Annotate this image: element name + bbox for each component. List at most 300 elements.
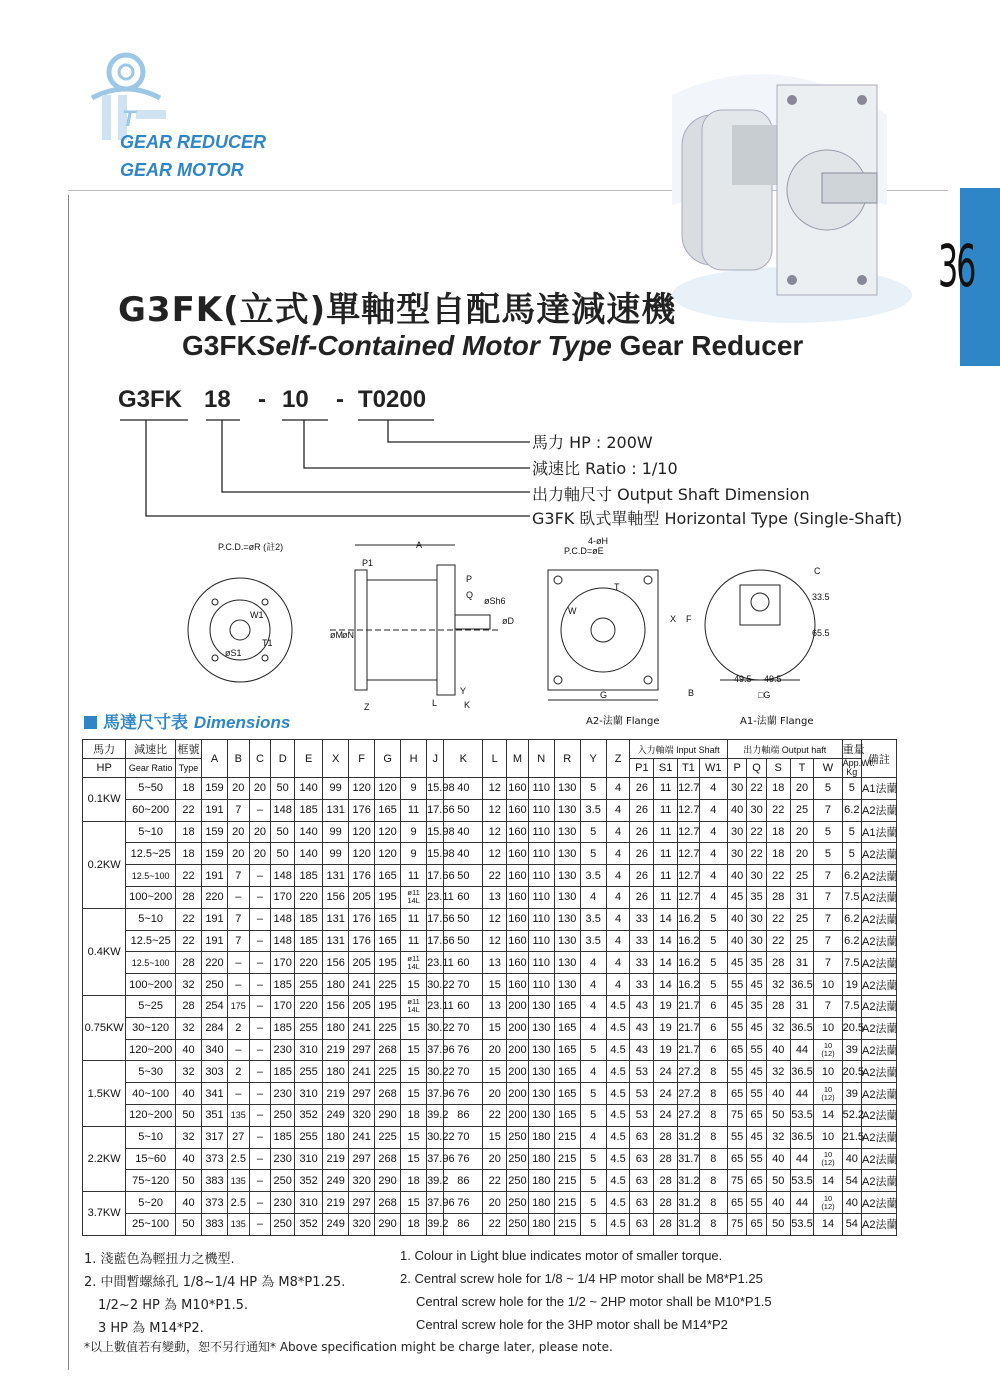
table-cell: 30	[747, 930, 766, 952]
table-cell: 120	[349, 778, 375, 800]
table-cell: 4	[699, 821, 727, 843]
drawing-label-h: 4-øH	[588, 536, 608, 546]
table-cell: 22	[483, 1104, 507, 1126]
table-cell: 12	[483, 821, 507, 843]
table-cell: 180	[323, 1126, 349, 1148]
drawing-label-l: L	[432, 698, 438, 708]
table-cell: 140	[295, 778, 323, 800]
table-cell: 11	[401, 865, 427, 887]
table-cell: 5~10	[126, 821, 176, 843]
th-col-h: H	[401, 740, 427, 778]
table-cell: 180	[323, 974, 349, 996]
title-english	[182, 330, 803, 362]
table-cell: 60~200	[126, 799, 176, 821]
table-cell: 131	[323, 799, 349, 821]
table-cell: 50	[444, 930, 483, 952]
table-cell: 24	[654, 1083, 678, 1105]
table-cell: 11	[401, 930, 427, 952]
table-cell: 7	[814, 995, 842, 1017]
table-cell: 12	[483, 908, 507, 930]
table-cell: 373	[202, 1192, 228, 1214]
table-cell: 21.5	[842, 1126, 861, 1148]
table-cell: 75	[727, 1213, 746, 1235]
table-cell: 28	[176, 886, 202, 908]
table-cell: 5	[580, 1104, 606, 1126]
table-cell: 14	[654, 930, 678, 952]
table-cell: 160	[507, 952, 529, 974]
table-cell: 44	[790, 1148, 814, 1170]
table-cell: 5	[580, 843, 606, 865]
table-cell: 54	[842, 1170, 861, 1192]
table-cell: 40	[444, 778, 483, 800]
table-cell: 7	[814, 799, 842, 821]
th-input-t1: T1	[678, 759, 700, 778]
table-cell: 120	[349, 843, 375, 865]
table-cell: 30	[727, 821, 746, 843]
table-cell: 12	[483, 799, 507, 821]
table-cell: 26	[630, 821, 654, 843]
legend-ratio: 減速比 Ratio : 1/10	[532, 459, 678, 478]
table-cell: 185	[295, 908, 323, 930]
table-cell: A2法蘭	[862, 1170, 897, 1192]
table-cell: 55	[727, 974, 746, 996]
table-cell: 191	[202, 930, 228, 952]
drawing-label-z: Z	[364, 702, 370, 712]
drawing-label-65-5: 65.5	[812, 628, 830, 638]
table-cell: 20	[483, 1148, 507, 1170]
table-cell: 8	[699, 1126, 727, 1148]
th-col-y: Y	[580, 740, 606, 778]
table-cell: 28	[654, 1126, 678, 1148]
table-cell: 8	[699, 1213, 727, 1235]
table-cell: 75~120	[126, 1170, 176, 1192]
table-cell: 63	[630, 1213, 654, 1235]
table-cell: 22	[766, 865, 790, 887]
table-cell: 12.7	[678, 843, 700, 865]
th-col-n: N	[528, 740, 554, 778]
table-cell: 352	[295, 1170, 323, 1192]
table-cell: 16.2	[678, 974, 700, 996]
th-weight-unit: Kg	[846, 767, 858, 777]
title-chinese: G3FK(立式)單軸型自配馬達減速機	[118, 290, 677, 330]
table-cell: 130	[554, 821, 580, 843]
table-cell: 249	[323, 1104, 349, 1126]
table-cell: 32	[766, 1017, 790, 1039]
table-cell: 20	[483, 1192, 507, 1214]
table-cell: 25	[790, 865, 814, 887]
table-cell: 110	[528, 908, 554, 930]
table-cell: 7	[814, 886, 842, 908]
table-cell: 20	[249, 778, 271, 800]
table-cell: 4	[580, 1126, 606, 1148]
table-cell: 55	[747, 1039, 766, 1061]
table-cell: 22	[176, 930, 202, 952]
table-cell: 205	[349, 886, 375, 908]
table-cell: 65	[727, 1148, 746, 1170]
table-cell: 75	[727, 1104, 746, 1126]
table-cell: 8	[699, 1083, 727, 1105]
table-cell: 180	[528, 1213, 554, 1235]
table-cell: 215	[554, 1192, 580, 1214]
table-cell: 130	[554, 974, 580, 996]
th-output-group: 出力軸端 Output haft	[727, 740, 842, 759]
table-cell: 5	[580, 1192, 606, 1214]
table-cell: 110	[528, 886, 554, 908]
table-cell: 156	[323, 952, 349, 974]
table-cell: 160	[507, 930, 529, 952]
table-cell: –	[249, 886, 271, 908]
th-col-x: X	[323, 740, 349, 778]
table-cell: 200	[507, 1017, 529, 1039]
table-cell: 7.5	[842, 886, 861, 908]
table-cell: 63	[630, 1148, 654, 1170]
table-cell: 340	[202, 1039, 228, 1061]
table-cell: 50	[176, 1213, 202, 1235]
table-cell: 40	[176, 1148, 202, 1170]
table-cell: 22	[483, 1170, 507, 1192]
table-cell: 14	[814, 1213, 842, 1235]
table-cell: 5~30	[126, 1061, 176, 1083]
table-cell: A2法蘭	[862, 995, 897, 1017]
table-cell: 255	[295, 1017, 323, 1039]
table-cell: 22	[766, 799, 790, 821]
table-cell: 39	[842, 1039, 861, 1061]
table-cell: 160	[507, 843, 529, 865]
table-cell: 4	[699, 778, 727, 800]
drawing-label-s1: øS1	[225, 648, 242, 658]
table-cell: 9	[401, 778, 427, 800]
stacked-value: 10 (12)	[821, 1084, 835, 1102]
hp-cell: 0.75KW	[83, 995, 126, 1060]
table-cell: 2.5	[227, 1148, 249, 1170]
table-cell: –	[227, 1083, 249, 1105]
table-cell: A2法蘭	[862, 1039, 897, 1061]
table-cell: 30	[747, 908, 766, 930]
table-cell: 23.11	[427, 886, 444, 908]
table-cell: 219	[323, 1083, 349, 1105]
drawing-label-d: øD	[502, 616, 514, 626]
table-cell: 268	[375, 1148, 401, 1170]
table-cell: A2法蘭	[862, 930, 897, 952]
table-cell: 120	[375, 821, 401, 843]
table-cell: 27.2	[678, 1061, 700, 1083]
table-cell: 160	[507, 799, 529, 821]
table-cell: 148	[271, 930, 295, 952]
table-cell: 30.22	[427, 974, 444, 996]
table-cell: 19	[654, 1017, 678, 1039]
table-cell: 310	[295, 1192, 323, 1214]
table-cell: 15	[401, 1017, 427, 1039]
table-cell: 65	[727, 1083, 746, 1105]
table-cell: 255	[295, 1126, 323, 1148]
table-cell: 5	[580, 1213, 606, 1235]
th-weight: 重量	[842, 740, 861, 759]
table-cell: 31	[790, 995, 814, 1017]
table-cell: 131	[323, 908, 349, 930]
table-row	[83, 1192, 938, 1214]
drawing-label-33-5: 33.5	[812, 592, 830, 602]
table-cell: 11	[654, 821, 678, 843]
table-cell: 159	[202, 821, 228, 843]
table-cell: 191	[202, 908, 228, 930]
table-cell: 250	[507, 1170, 529, 1192]
table-cell: 156	[323, 995, 349, 1017]
table-cell: A2法蘭	[862, 1126, 897, 1148]
table-cell: 320	[349, 1213, 375, 1235]
table-cell: 18	[401, 1213, 427, 1235]
section-square-icon	[84, 716, 97, 729]
table-cell: 18	[401, 1104, 427, 1126]
table-cell: 135	[227, 1104, 249, 1126]
table-cell	[814, 1039, 842, 1061]
table-cell: 12.5~100	[126, 952, 176, 974]
table-cell: 200	[507, 1039, 529, 1061]
brand-gear-motor: GEAR MOTOR	[120, 160, 244, 180]
table-cell: –	[249, 1061, 271, 1083]
table-cell: 55	[727, 1061, 746, 1083]
table-cell: 200	[507, 1104, 529, 1126]
stacked-value: ø11 14L	[407, 997, 420, 1015]
table-cell: 5	[580, 821, 606, 843]
table-cell: 175	[227, 995, 249, 1017]
specification-change-note: *以上數值若有變動，恕不另行通知* Above specification might be charge later, please note.	[84, 1340, 613, 1354]
th-ratio: 減速比	[126, 740, 176, 759]
table-cell: 176	[349, 908, 375, 930]
th-output-p: P	[727, 759, 746, 778]
table-cell: 5~25	[126, 995, 176, 1017]
table-cell: 310	[295, 1039, 323, 1061]
table-cell: 53.5	[790, 1213, 814, 1235]
table-cell: 4	[699, 843, 727, 865]
drawing-label-x: X	[670, 614, 677, 624]
table-cell: 4.5	[606, 995, 630, 1017]
table-cell: 130	[554, 865, 580, 887]
table-cell: 341	[202, 1083, 228, 1105]
table-cell: A2法蘭	[862, 1148, 897, 1170]
table-cell: 28	[766, 995, 790, 1017]
table-cell: 31.7	[678, 1148, 700, 1170]
table-cell: 16.2	[678, 930, 700, 952]
table-cell: 135	[227, 1170, 249, 1192]
table-cell: 4	[580, 1017, 606, 1039]
table-cell: 185	[295, 799, 323, 821]
table-cell: 70	[444, 1061, 483, 1083]
table-cell: 11	[654, 886, 678, 908]
table-cell: 7	[227, 799, 249, 821]
table-cell: 148	[271, 799, 295, 821]
table-cell: 44	[790, 1039, 814, 1061]
table-cell: 5~10	[126, 908, 176, 930]
table-cell: 5~50	[126, 778, 176, 800]
table-cell: 10	[814, 1126, 842, 1148]
table-cell: 65	[747, 1170, 766, 1192]
table-cell: 11	[654, 799, 678, 821]
table-cell: 8	[699, 1170, 727, 1192]
table-cell: 5	[580, 1170, 606, 1192]
drawing-label-t1: T1	[262, 638, 273, 648]
table-cell: 45	[727, 995, 746, 1017]
table-cell: 4	[580, 952, 606, 974]
table-cell: 50	[176, 1170, 202, 1192]
table-cell: 220	[295, 886, 323, 908]
table-cell: 43	[630, 1039, 654, 1061]
table-cell: 205	[349, 952, 375, 974]
table-cell: 36.5	[790, 974, 814, 996]
table-cell: 4	[580, 886, 606, 908]
table-cell: 185	[271, 1017, 295, 1039]
table-cell: 70	[444, 1017, 483, 1039]
table-cell: 6.2	[842, 865, 861, 887]
table-cell: 20	[790, 821, 814, 843]
table-cell: 26	[630, 865, 654, 887]
table-cell: 36.5	[790, 1126, 814, 1148]
drawing-label-49-5b: 49.5	[764, 674, 782, 684]
table-cell: 35	[747, 952, 766, 974]
table-cell: 14	[814, 1104, 842, 1126]
table-cell: 4.5	[606, 1017, 630, 1039]
table-cell: 15	[401, 974, 427, 996]
table-cell: 297	[349, 1148, 375, 1170]
table-cell: 200	[507, 1083, 529, 1105]
table-cell: 25	[790, 930, 814, 952]
table-cell: 255	[295, 1061, 323, 1083]
table-cell: 22	[747, 843, 766, 865]
table-cell: 130	[528, 1061, 554, 1083]
table-cell: 53.5	[790, 1104, 814, 1126]
drawing-label-c: C	[814, 566, 821, 576]
table-cell: 86	[444, 1104, 483, 1126]
table-cell: 159	[202, 843, 228, 865]
table-cell: –	[249, 952, 271, 974]
table-cell: 176	[349, 930, 375, 952]
table-cell: 30	[747, 799, 766, 821]
table-cell: 5	[842, 778, 861, 800]
table-cell: 165	[554, 995, 580, 1017]
table-cell: 5~10	[126, 1126, 176, 1148]
table-cell: 130	[528, 1083, 554, 1105]
table-cell: 6.2	[842, 930, 861, 952]
table-cell	[401, 995, 427, 1017]
table-cell: 40	[766, 1192, 790, 1214]
table-cell: –	[249, 799, 271, 821]
table-row	[83, 930, 938, 952]
table-cell: 12	[483, 778, 507, 800]
table-cell: 40	[444, 821, 483, 843]
table-cell: 5	[814, 821, 842, 843]
stacked-value: ø11 14L	[407, 953, 420, 971]
table-cell: A2法蘭	[862, 1192, 897, 1214]
table-cell: 40	[727, 930, 746, 952]
table-cell: 219	[323, 1148, 349, 1170]
drawing-label-a: A	[416, 540, 423, 550]
table-cell: 20.5	[842, 1061, 861, 1083]
table-cell: 4	[606, 930, 630, 952]
table-cell: 50	[766, 1170, 790, 1192]
table-cell: 7	[227, 930, 249, 952]
table-cell: 268	[375, 1192, 401, 1214]
table-cell: 230	[271, 1039, 295, 1061]
table-cell: 351	[202, 1104, 228, 1126]
table-row	[83, 865, 938, 887]
table-row	[83, 821, 938, 843]
table-cell: 110	[528, 799, 554, 821]
th-hp-en: HP	[83, 759, 126, 778]
table-cell: 14	[814, 1170, 842, 1192]
table-cell: 18	[176, 843, 202, 865]
table-cell: 170	[271, 995, 295, 1017]
drawing-label-g: G	[600, 690, 608, 700]
drawing-label-q: Q	[466, 590, 474, 600]
table-cell: 25~100	[126, 1213, 176, 1235]
table-cell: 22	[176, 908, 202, 930]
table-cell: A2法蘭	[862, 865, 897, 887]
table-cell: 5	[814, 843, 842, 865]
table-cell: 185	[271, 1061, 295, 1083]
model-part-dash1: -	[258, 386, 266, 413]
table-cell: 320	[349, 1170, 375, 1192]
th-output-t: T	[790, 759, 814, 778]
table-cell: 130	[528, 995, 554, 1017]
th-col-c: C	[249, 740, 271, 778]
table-cell: 130	[554, 952, 580, 974]
table-cell: 40	[727, 799, 746, 821]
table-cell: 220	[202, 886, 228, 908]
table-cell: 30	[727, 778, 746, 800]
table-cell: 45	[747, 1061, 766, 1083]
table-cell: 28	[654, 1148, 678, 1170]
table-cell: 225	[375, 1061, 401, 1083]
table-cell: 20	[249, 843, 271, 865]
th-output-q: Q	[747, 759, 766, 778]
table-cell: 14	[654, 952, 678, 974]
table-cell: 4	[580, 995, 606, 1017]
table-cell: 165	[375, 865, 401, 887]
stacked-value: 10 (12)	[821, 1149, 835, 1167]
table-cell: 2	[227, 1017, 249, 1039]
table-cell: 33	[630, 952, 654, 974]
table-cell: 135	[227, 1213, 249, 1235]
brand-block	[78, 40, 318, 190]
table-cell: 28	[766, 886, 790, 908]
table-cell: 40	[727, 865, 746, 887]
table-cell: 4	[580, 1061, 606, 1083]
table-cell: 3.5	[580, 799, 606, 821]
table-cell: 120~200	[126, 1039, 176, 1061]
table-cell: 249	[323, 1170, 349, 1192]
table-cell: 219	[323, 1192, 349, 1214]
table-cell: 284	[202, 1017, 228, 1039]
table-cell: 110	[528, 865, 554, 887]
table-cell: 50	[444, 908, 483, 930]
table-cell: 22	[766, 908, 790, 930]
table-cell: –	[249, 1192, 271, 1214]
th-output-w: W	[814, 759, 842, 778]
table-cell: 11	[401, 908, 427, 930]
hp-cell: 2.2KW	[83, 1126, 126, 1191]
title-en-suffix: Gear Reducer	[611, 330, 804, 361]
table-cell: 12.7	[678, 865, 700, 887]
table-cell: 53	[630, 1104, 654, 1126]
table-cell: 40	[727, 908, 746, 930]
table-cell: 12.7	[678, 886, 700, 908]
table-cell: 317	[202, 1126, 228, 1148]
note-en-4: Central screw hole for the 3HP motor shall be M14*P2	[416, 1317, 728, 1332]
table-cell: 130	[554, 799, 580, 821]
table-cell: 185	[295, 930, 323, 952]
table-cell: 13	[483, 886, 507, 908]
table-cell: 373	[202, 1148, 228, 1170]
table-cell: 160	[507, 886, 529, 908]
